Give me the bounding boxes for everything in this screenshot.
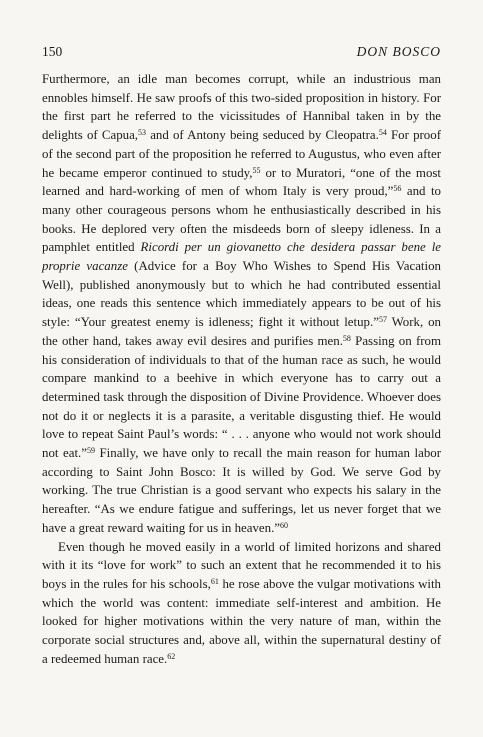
footnote-ref: 58 xyxy=(342,333,351,343)
footnote-ref: 53 xyxy=(138,128,147,138)
paragraph-1 xyxy=(42,70,441,538)
text-segment: Finally, we have only to recall the main reason for human labor according to Saint John Bosco: It is willed by God. We serve God by working. The true Christian is a good servant who expects his salary in the hereafter. “As we endure fatigue and sufferings, let us never forget that we have a great reward waiting for us in heaven.” xyxy=(42,446,441,535)
footnote-ref: 56 xyxy=(393,184,402,194)
text-segment: Even though he moved easily in a world of limited horizons and shared with it its “love for work” to such an extent that he recommended it to his boys in the rules for his schools, xyxy=(42,539,441,591)
footnote-ref: 54 xyxy=(378,128,387,138)
paragraph-2 xyxy=(42,538,441,669)
text-segment: and of Antony being seduced by Cleopatra. xyxy=(146,128,379,143)
running-head xyxy=(42,44,441,60)
text-segment: or to Muratori, “one of the most learned and hard-working of men of whom Italy is very proud,” xyxy=(42,165,441,199)
footnote-ref: 57 xyxy=(378,315,387,325)
footnote-ref: 55 xyxy=(252,165,261,175)
footnote-ref: 60 xyxy=(280,520,289,530)
body-text xyxy=(42,70,441,669)
footnote-ref: 59 xyxy=(86,446,95,456)
text-segment: Work, on the other hand, takes away evil desires and purifies men. xyxy=(42,315,441,348)
running-title: DON BOSCO xyxy=(356,44,441,59)
text-segment: Passing on from his consideration of individuals to that of the human race as such, he would compare mankind to a beehive in which everyone has to carry out a determined task through the disposition of Divine Providence. Whoever does not do it or neglects it is a parasite, a veritable disgusting thief. He would love to repeat Saint Paul’s words: “ . . . anyone who would not work should not eat.” xyxy=(42,333,441,461)
footnote-ref: 62 xyxy=(167,651,176,661)
text-segment: he rose above the vulgar motivations with which the world was content: immediate self-interest and ambition. He looked for higher motivations within the very nature of man, within the corporate social structures and, above all, within the supernatural destiny of a redeemed human race. xyxy=(42,576,441,666)
text-segment: (Advice for a Boy Who Wishes to Spend His Vacation Well), published anonymously but to which he had contributed essential ideas, one reads this sentence which immediately appears to be out of his style: “Your greatest enemy is idleness; fight it without letup.” xyxy=(42,259,441,330)
text-segment: and to many other courageous persons whom he enthusiastically described in his books. He deplored very often the misdeeds born of sleepy idleness. In a pamphlet entitled xyxy=(42,184,441,255)
pamphlet-title: Ricordi per un giovanetto che desidera passar bene le proprie vacanze xyxy=(42,240,442,274)
text-segment: Furthermore, an idle man becomes corrupt, while an industrious man ennobles himself. He saw proofs of this two-sided proposition in history. For the first part he referred to the vicissitudes of Hannibal taken in by the delights of Capua, xyxy=(42,72,441,143)
footnote-ref: 61 xyxy=(210,576,219,586)
text-segment: For proof of the second part of the proposition he referred to Augustus, who even after he became emperor continued to study, xyxy=(42,128,441,180)
page-number: 150 xyxy=(42,44,63,59)
